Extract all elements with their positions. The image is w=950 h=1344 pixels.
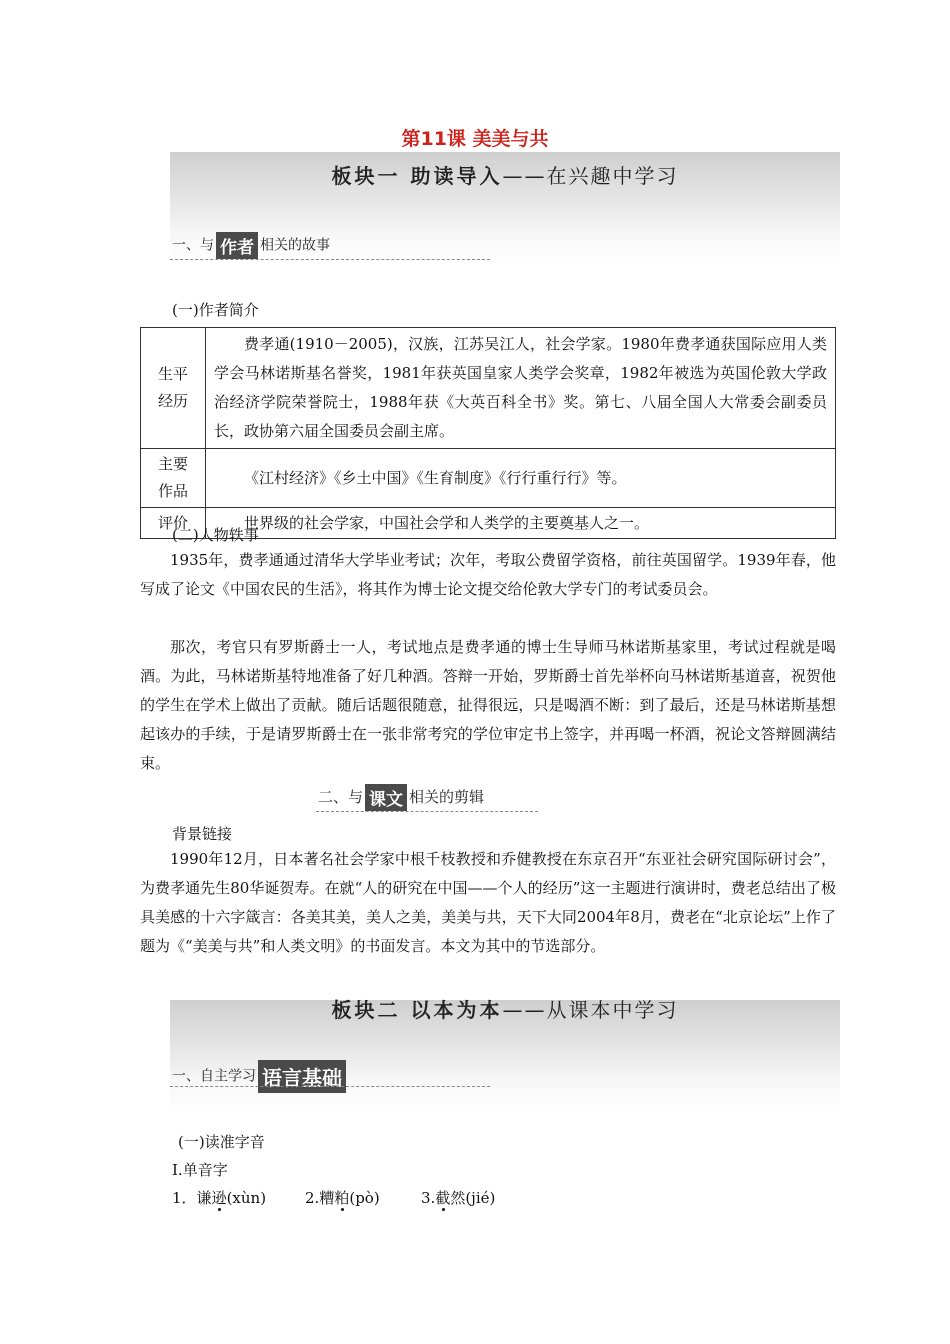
block2-heading-rest: ——从课本中学习 xyxy=(502,998,679,1022)
author-intro-title: (一)作者简介 xyxy=(172,301,259,319)
dotted-char: 截 xyxy=(435,1189,451,1207)
section-self-study-heading xyxy=(172,1060,348,1093)
section-text-prefix: 二、与 xyxy=(318,788,364,806)
block1-heading-bold: 板块一 助读导入 xyxy=(331,164,503,188)
block2-heading-bold: 板块二 以本为本 xyxy=(331,998,503,1022)
section-text-suffix: 相关的剪辑 xyxy=(409,788,485,806)
block1-heading xyxy=(170,160,840,189)
bio-label-life: 生平 经历 xyxy=(141,328,206,449)
bio-row-life xyxy=(141,328,836,449)
section-author-heading xyxy=(172,232,330,259)
pronunciation-item-1: 1．谦逊(xùn) xyxy=(172,1189,267,1207)
bio-text-life: 费孝通(1910－2005)，汉族，江苏吴江人，社会学家。1980年费孝通获国际应用人类学会马林诺斯基名誉奖，1981年获英国皇家人类学会奖章，1982年被选为英国伦敦大学政治经济学院荣誉院士，1988年获《大英百科全书》奖。第七、八届全国人大常委会副委员长，政协第六届全国委员会副主席。 xyxy=(206,328,836,449)
lesson-title: 第11课 美美与共 xyxy=(401,128,549,150)
dotted-char: 粕 xyxy=(334,1189,350,1207)
section-text-divider xyxy=(316,811,538,812)
section-author-divider xyxy=(170,259,490,260)
author-bio-table xyxy=(140,327,836,539)
anecdote-paragraph-2: 那次，考官只有罗斯爵士一人，考试地点是费孝通的博士生导师马林诺斯基家里，考试过程就是喝酒。为此，马林诺斯基特地准备了好几种酒。答辩一开始，罗斯爵士首先举杯向马林诺斯基道喜，祝贺他的学生在学术上做出了贡献。随后话题很随意，扯得很远，只是喝酒不断：到了最后，还是马林诺斯基想起该办的手续，于是请罗斯爵士在一张非常考究的学位审定书上签字，并再喝一杯酒，祝论文答辩圆满结束。 xyxy=(140,638,836,772)
section-self-study-tag: 语言基础 xyxy=(258,1060,346,1093)
single-sound-title: Ⅰ.单音字 xyxy=(172,1161,228,1179)
section-text-heading xyxy=(318,784,484,811)
section-self-study-prefix: 一、自主学习 xyxy=(172,1068,256,1085)
bio-label-evaluation: 评价 xyxy=(141,508,206,539)
read-title: (一)读准字音 xyxy=(178,1133,265,1151)
section-self-study-divider xyxy=(170,1086,490,1087)
bio-text-evaluation: 世界级的社会学家，中国社会学和人类学的主要奠基人之一。 xyxy=(206,508,836,539)
section-author-suffix: 相关的故事 xyxy=(260,237,330,254)
background-title: 背景链接 xyxy=(172,825,233,843)
anecdote-paragraph-1: 1935年，费孝通通过清华大学毕业考试；次年，考取公费留学资格，前往英国留学。1939年春，他写成了论文《中国农民的生活》，将其作为博士论文提交给伦敦大学专门的考试委员会。 xyxy=(140,551,836,598)
bio-text-works: 《江村经济》《乡土中国》《生育制度》《行行重行行》等。 xyxy=(206,449,836,508)
anecdote-title: (二)人物轶事 xyxy=(172,526,259,544)
block1-heading-rest: ——在兴趣中学习 xyxy=(502,164,679,188)
block2-heading xyxy=(170,994,840,1023)
section-author-tag: 作者 xyxy=(216,232,258,259)
pronunciation-item-2: 2.糟粕(pò) xyxy=(305,1189,380,1207)
section-text-tag: 课文 xyxy=(365,784,407,811)
bio-label-works: 主要 作品 xyxy=(141,449,206,508)
background-paragraph: 1990年12月，日本著名社会学家中根千枝教授和乔健教授在东京召开“东亚社会研究国际研讨会”，为费孝通先生80华诞贺寿。在就“人的研究在中国——个人的经历”这一主题进行演讲时，费老总结出了极具美感的十六字箴言：各美其美，美人之美，美美与共，天下大同2004年8月，费老在“北京论坛”上作了题为《“美美与共”和人类文明》的书面发言。本文为其中的节选部分。 xyxy=(140,850,836,955)
section-author-prefix: 一、与 xyxy=(172,237,214,254)
bio-row-works xyxy=(141,449,836,508)
dotted-char: 逊 xyxy=(211,1189,227,1207)
pronunciation-item-3: 3.截然(jié) xyxy=(421,1189,496,1207)
